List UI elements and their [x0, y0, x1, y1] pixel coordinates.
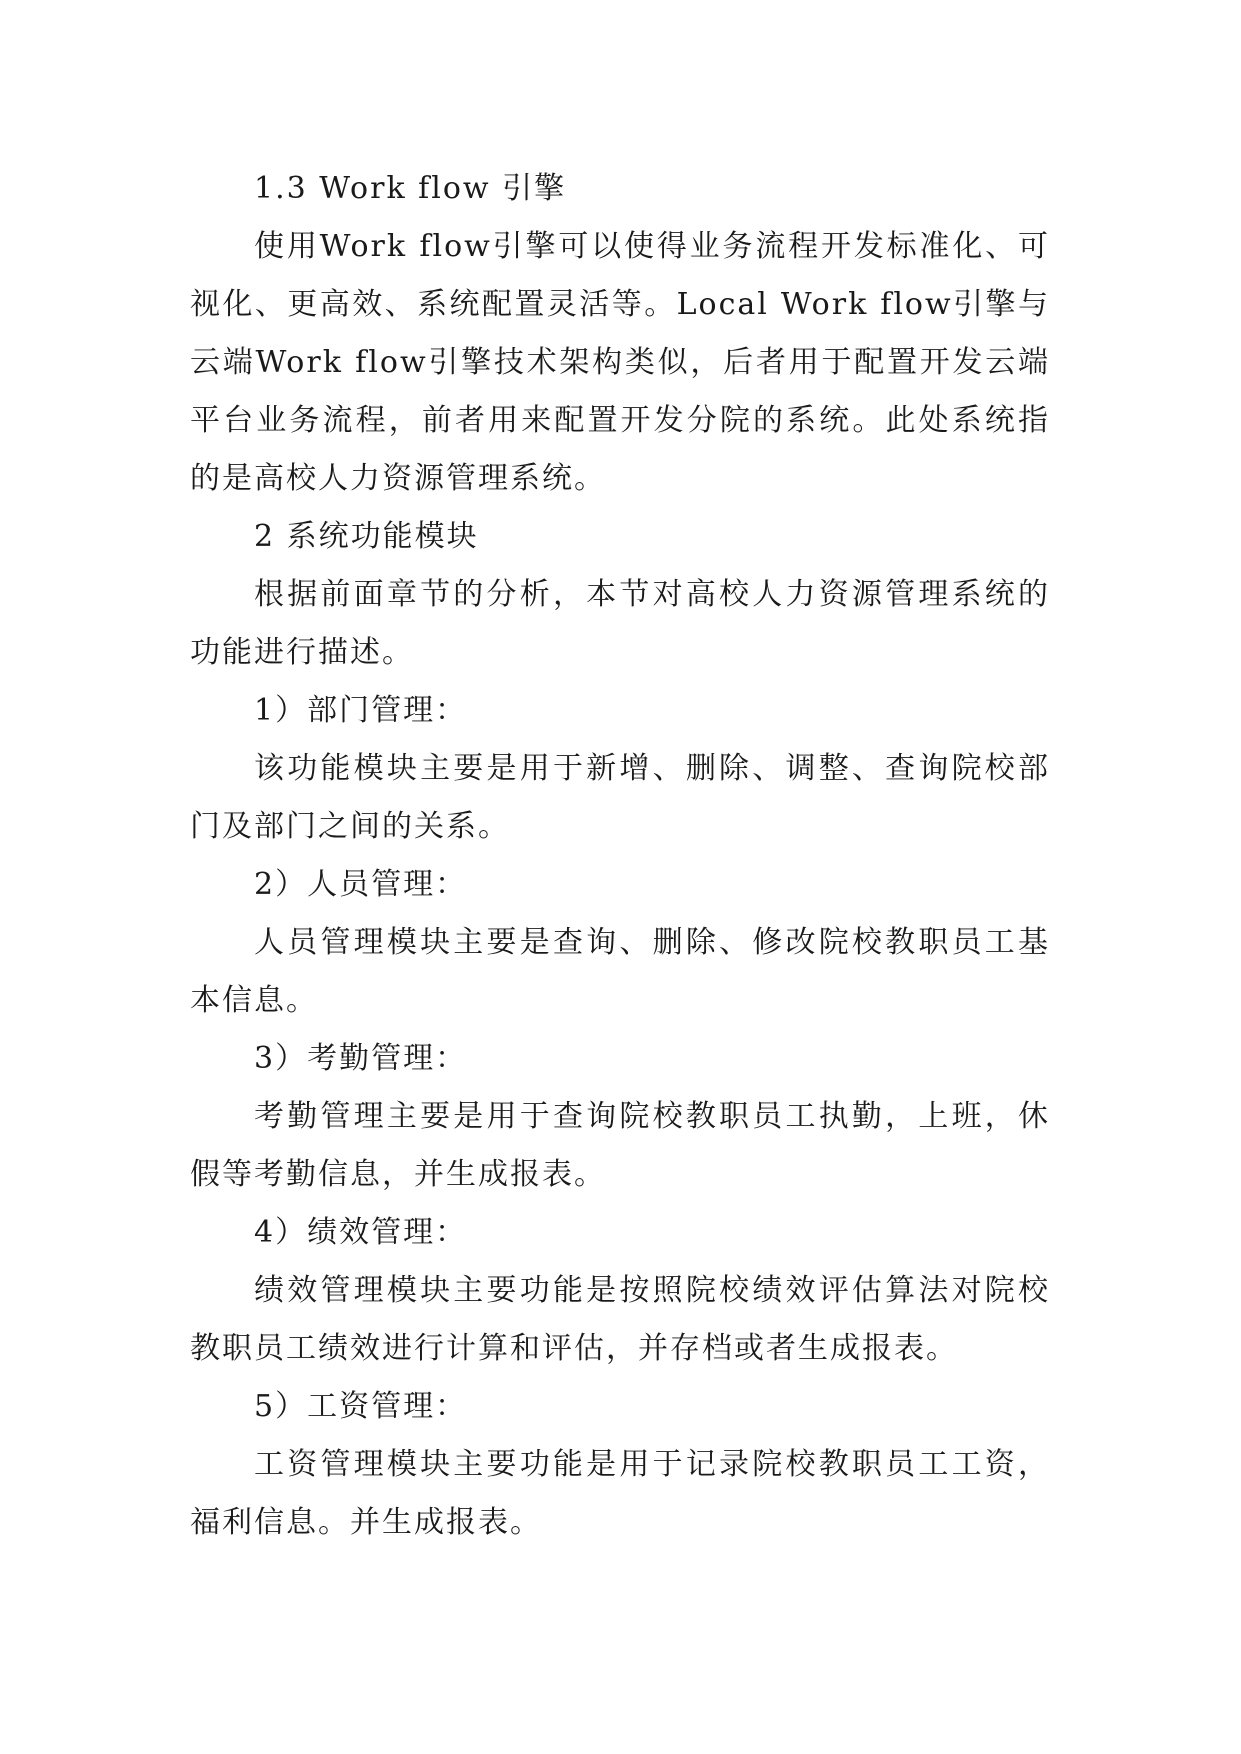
paragraph-workflow-description: 使用Work flow引擎可以使得业务流程开发标准化、可视化、更高效、系统配置灵活等。Local Work flow引擎与云端Work flow引擎技术架构类似，后者用于配置开发云端平台业务流程，前者用来配置开发分院的系统。此处系统指的是高校人力资源管理系统。 — [190, 229, 1050, 496]
item-heading-personnel: 2）人员管理： — [254, 867, 468, 902]
item-heading-department: 1）部门管理： — [254, 693, 468, 728]
item-heading-salary: 5）工资管理： — [254, 1389, 468, 1424]
document-page — [190, 160, 1050, 1552]
paragraph-personnel: 人员管理模块主要是查询、删除、修改院校教职员工基本信息。 — [190, 925, 1050, 1018]
paragraph-modules-intro: 根据前面章节的分析，本节对高校人力资源管理系统的功能进行描述。 — [190, 577, 1050, 670]
section-heading-workflow-engine: 1.3 Work flow 引擎 — [254, 171, 567, 206]
paragraph-performance: 绩效管理模块主要功能是按照院校绩效评估算法对院校教职员工绩效进行计算和评估，并存档或者生成报表。 — [190, 1273, 1050, 1366]
paragraph-attendance: 考勤管理主要是用于查询院校教职员工执勤，上班，休假等考勤信息，并生成报表。 — [190, 1099, 1050, 1192]
paragraph-salary: 工资管理模块主要功能是用于记录院校教职员工工资，福利信息。并生成报表。 — [190, 1447, 1050, 1540]
paragraph-department: 该功能模块主要是用于新增、删除、调整、查询院校部门及部门之间的关系。 — [190, 751, 1050, 844]
section-heading-system-modules: 2 系统功能模块 — [254, 519, 479, 554]
item-heading-performance: 4）绩效管理： — [254, 1215, 468, 1250]
item-heading-attendance: 3）考勤管理： — [254, 1041, 468, 1076]
